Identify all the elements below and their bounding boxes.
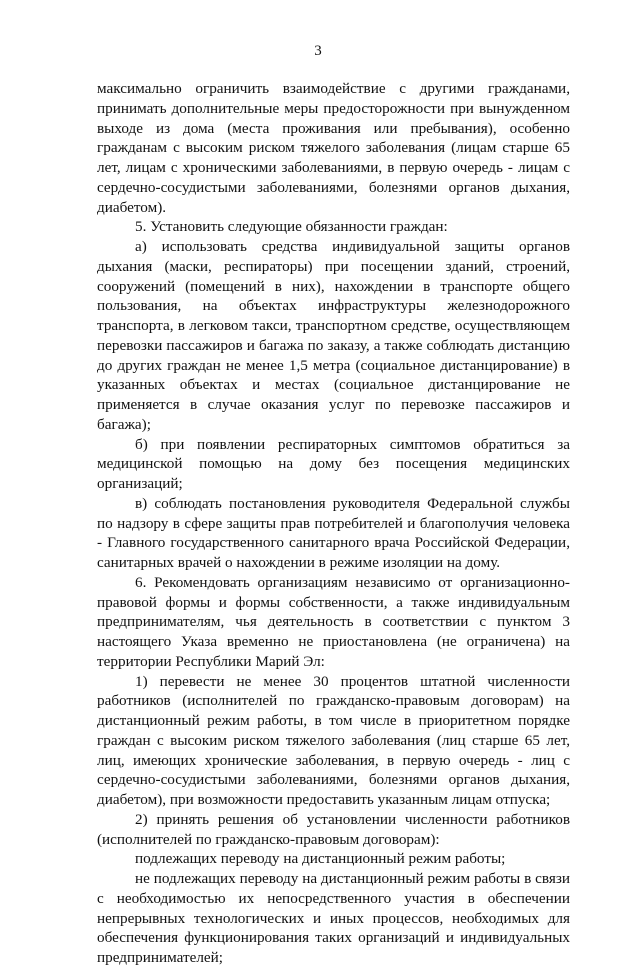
- paragraph-item-6-2-onsite: не подлежащих переводу на дистанционный режим работы в связи с необходимостью их непосредственного участия в обеспечении непрерывных технологических и иных процессов, необходимых для обеспечения функционирования таких организаций и индивидуальных предпринимателей;: [97, 870, 570, 966]
- paragraph-item-6-2: 2) принять решения об установлении численности работников (исполнителей по гражданско-правовым договорам):: [97, 810, 570, 848]
- paragraph-item-5b: б) при появлении респираторных симптомов обратиться за медицинской помощью на дому без посещения медицинских организаций;: [97, 435, 570, 492]
- paragraph-item-5a: а) использовать средства индивидуальной защиты органов дыхания (маски, респираторы) при посещении зданий, строений, сооружений (помещений в них), нахождении в транспорте общего пользования, на объектах инфраструктуры железнодорожного транспорта, в легковом такси, транспортном средстве, осуществляющем перевозки пассажиров и багажа по заказу, а также соблюдать дистанцию до других граждан не менее 1,5 метра (социальное дистанцирование) в указанных объектах и местах (социальное дистанцирование не применяется в случае оказания услуг по перевозке пассажиров и багажа);: [97, 238, 570, 433]
- paragraph-continuation: максимально ограничить взаимодействие с другими гражданами, принимать дополнительные меры предосторожности при вынужденном выходе из дома (места проживания или пребывания), особенно гражданам с высоким риском тяжелого заболевания (лицам старше 65 лет, лицам с хроническими заболеваниями, в первую очередь - лицам с сердечно-сосудистыми заболеваниями, болезнями органов дыхания, диабетом).: [97, 80, 570, 216]
- paragraph-item-5: 5. Установить следующие обязанности граждан:: [135, 218, 448, 236]
- paragraph-item-6-1: 1) перевести не менее 30 процентов штатной численности работников (исполнителей по гражданско-правовым договорам) на дистанционный режим работы, в том числе в приоритетном порядке граждан с высоким риском тяжелого заболевания (лиц старше 65 лет, лиц, имеющих хронические заболевания, в первую очередь - лиц с сердечно-сосудистыми заболеваниями, болезнями органов дыхания, диабетом), при возможности предоставить указанным лицам отпуска;: [97, 672, 570, 808]
- paragraph-item-6-2-remote: подлежащих переводу на дистанционный режим работы;: [135, 850, 506, 868]
- page-number: 3: [314, 43, 322, 59]
- document-body: [97, 79, 570, 968]
- paragraph-item-6: 6. Рекомендовать организациям независимо от организационно-правовой формы и формы собственности, а также индивидуальным предпринимателям, чья деятельность в соответствии с пунктом 3 настоящего Указа временно не приостановлена (не ограничена) на территории Республики Марий Эл:: [97, 573, 570, 670]
- paragraph-item-5v: в) соблюдать постановления руководителя Федеральной службы по надзору в сфере защиты прав потребителей и благополучия человека - Главного государственного санитарного врача Российской Федерации, санитарных врачей о нахождении в режиме изоляции на дому.: [97, 494, 570, 571]
